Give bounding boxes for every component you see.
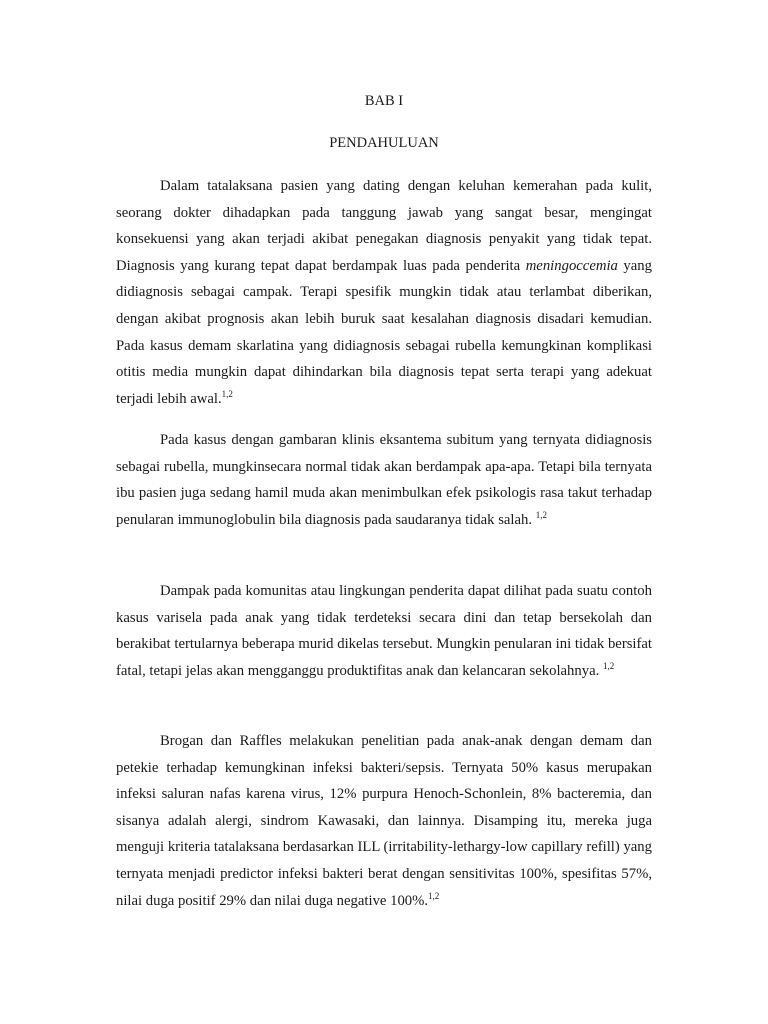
paragraph-text: Brogan dan Raffles melakukan penelitian pada anak-anak dengan demam dan petekie terhadap kemungkinan infeksi bakteri/sepsis. Ternyata 50% kasus merupakan infeksi saluran nafas karena virus, 12% purpura Henoch-Schonlein, 8% bacteremia, dan sisanya adalah alergi, sindrom Kawasaki, dan lainnya. Disamping itu, mereka juga menguji kriteria tatalaksana berdasarkan ILL (irritability-lethargy-low capillary refill) yang ternyata menjadi predictor infeksi bakteri berat dengan sensitivitas 100%, spesifitas 57%, nilai duga positif 29% dan nilai duga negative 100%. [116, 733, 652, 909]
citation-superscript: 1,2 [602, 660, 615, 671]
paragraph-2 [116, 427, 652, 533]
paragraph-text: yang didiagnosis sebagai campak. Terapi spesifik mungkin tidak atau terlambat diberikan, dengan akibat prognosis akan lebih buruk saat kesalahan diagnosis disadari kemudian. Pada kasus demam skarlatina yang didiagnosis sebagai rubella kemungkinan komplikasi otitis media mungkin dapat dihindarkan bila diagnosis tepat serta terapi yang adekuat terjadi lebih awal. [116, 257, 652, 407]
paragraph-text: Dalam tatalaksana pasien yang dating dengan keluhan kemerahan pada kulit, seorang dokter dihadapkan pada tanggung jawab yang sangat besar, mengingat konsekuensi yang akan terjadi akibat penegakan diagnosis penyakit yang tidak tepat. Diagnosis yang kurang tepat dapat berdampak luas pada penderita [116, 178, 652, 274]
paragraph-4 [116, 728, 652, 914]
paragraph-text: Pada kasus dengan gambaran klinis eksantema subitum yang ternyata didiagnosis sebagai rubella, mungkinsecara normal tidak akan berdampak apa-apa. Tetapi bila ternyata ibu pasien juga sedang hamil muda akan menimbulkan efek psikologis rasa takut terhadap penularan immunoglobulin bila diagnosis pada saudaranya tidak salah. [116, 432, 652, 528]
paragraph-3 [116, 578, 652, 684]
chapter-heading: BAB I [364, 93, 404, 109]
paragraph-italic-term: meningoccemia [525, 257, 618, 274]
chapter-title: PENDAHULUAN [329, 135, 439, 151]
citation-superscript: 1,2 [535, 509, 547, 520]
citation-superscript: 1,2 [221, 388, 233, 399]
paragraph-1 [116, 173, 652, 412]
paragraph-text: Dampak pada komunitas atau lingkungan penderita dapat dilihat pada suatu contoh kasus varisela pada anak yang tidak terdeteksi secara dini dan tetap bersekolah dan berakibat tertularnya beberapa murid dikelas tersebut. Mungkin penularan ini tidak bersifat fatal, tetapi jelas akan mengganggu produktifitas anak dan kelancaran sekolahnya. [116, 583, 652, 679]
citation-superscript: 1,2 [428, 890, 440, 901]
